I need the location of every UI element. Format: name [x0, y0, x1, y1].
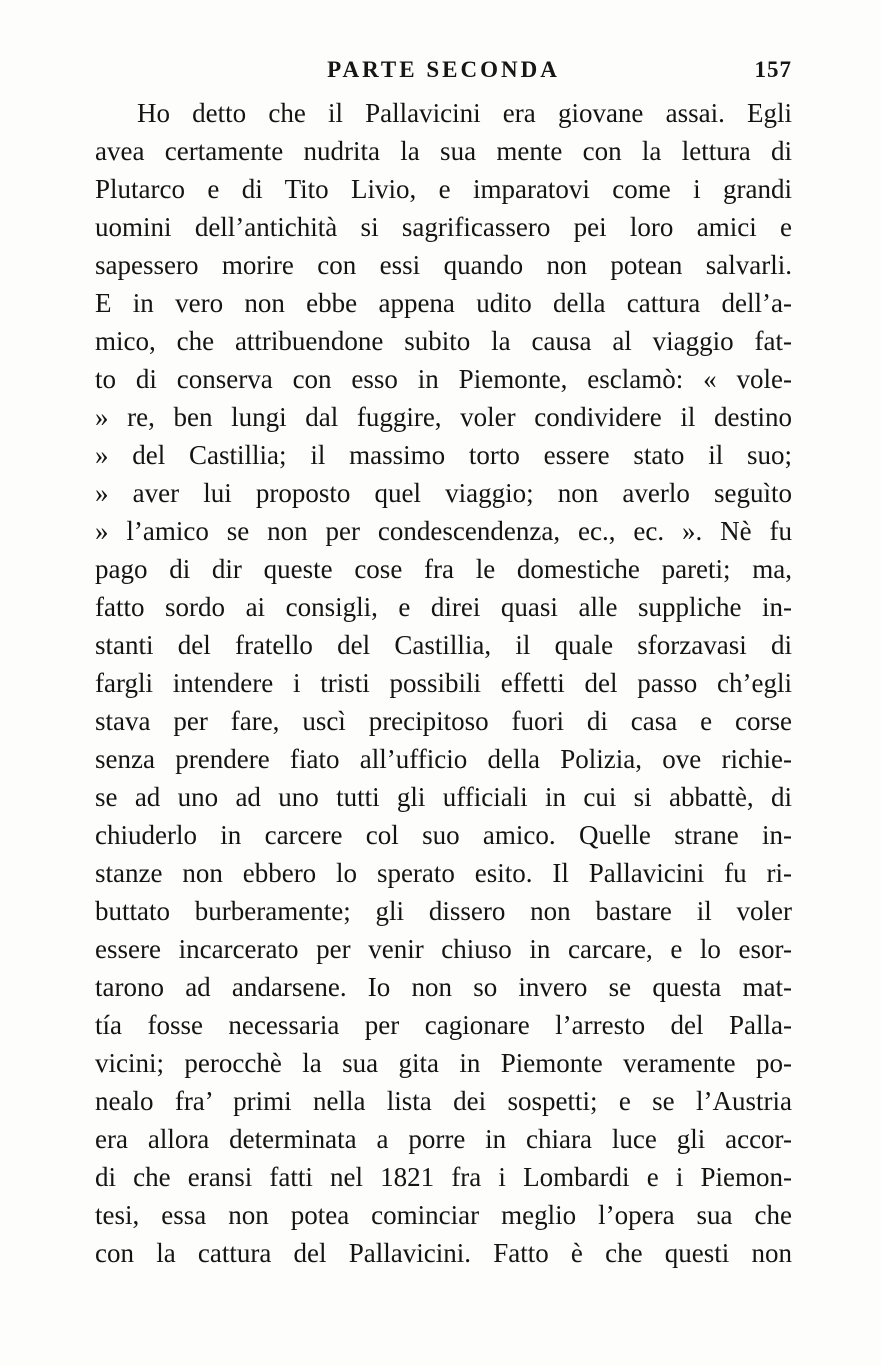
page-header	[95, 57, 792, 87]
text-line: essere incarcerato per venir chiuso in carcare, e lo esor-	[95, 934, 792, 964]
text-line: senza prendere fiato all’ufficio della Polizia, ove richie-	[95, 744, 792, 774]
text-line: Ho detto che il Pallavicini era giovane assai. Egli	[137, 98, 792, 128]
text-line: stanze non ebbero lo sperato esito. Il Pallavicini fu ri-	[95, 858, 792, 888]
text-line: » del Castillia; il massimo torto essere stato il suo;	[95, 440, 792, 470]
body-text	[95, 94, 792, 1272]
text-line: Plutarco e di Tito Livio, e imparatovi come i grandi	[95, 174, 792, 204]
text-line: mico, che attribuendone subito la causa al viaggio fat-	[95, 326, 792, 356]
text-line: stanti del fratello del Castillia, il quale sforzavasi di	[95, 630, 792, 660]
text-line: nealo fra’ primi nella lista dei sospetti; e se l’Austria	[95, 1086, 792, 1116]
text-line: era allora determinata a porre in chiara luce gli accor-	[95, 1124, 792, 1154]
section-title: PARTE SECONDA	[327, 57, 560, 82]
text-line: » aver lui proposto quel viaggio; non averlo seguìto	[95, 478, 792, 508]
page-number: 157	[754, 57, 792, 82]
text-line: tarono ad andarsene. Io non so invero se questa mat-	[95, 972, 792, 1002]
text-line: con la cattura del Pallavicini. Fatto è che questi non	[95, 1238, 792, 1268]
text-line: E in vero non ebbe appena udito della cattura dell’a-	[95, 288, 792, 318]
text-line: chiuderlo in carcere col suo amico. Quelle strane in-	[95, 820, 792, 850]
text-line: » re, ben lungi dal fuggire, voler condividere il destino	[95, 402, 792, 432]
text-line: tesi, essa non potea cominciar meglio l’opera sua che	[95, 1200, 792, 1230]
text-line: sapessero morire con essi quando non potean salvarli.	[95, 250, 792, 280]
text-line: avea certamente nudrita la sua mente con la lettura di	[95, 136, 792, 166]
text-line: buttato burberamente; gli dissero non bastare il voler	[95, 896, 792, 926]
text-line: tía fosse necessaria per cagionare l’arresto del Palla-	[95, 1010, 792, 1040]
text-line: fatto sordo ai consigli, e direi quasi alle suppliche in-	[95, 592, 792, 622]
text-line: di che eransi fatti nel 1821 fra i Lombardi e i Piemon-	[95, 1162, 792, 1192]
text-line: to di conserva con esso in Piemonte, esclamò: « vole-	[95, 364, 792, 394]
text-line: vicini; perocchè la sua gita in Piemonte veramente po-	[95, 1048, 792, 1078]
text-line: pago di dir queste cose fra le domestiche pareti; ma,	[95, 554, 792, 584]
text-line: fargli intendere i tristi possibili effetti del passo ch’egli	[95, 668, 792, 698]
text-line: uomini dell’antichità si sagrificassero pei loro amici e	[95, 212, 792, 242]
text-line: se ad uno ad uno tutti gli ufficiali in cui si abbattè, di	[95, 782, 792, 812]
text-line: stava per fare, uscì precipitoso fuori di casa e corse	[95, 706, 792, 736]
text-line: » l’amico se non per condescendenza, ec., ec. ». Nè fu	[95, 516, 792, 546]
